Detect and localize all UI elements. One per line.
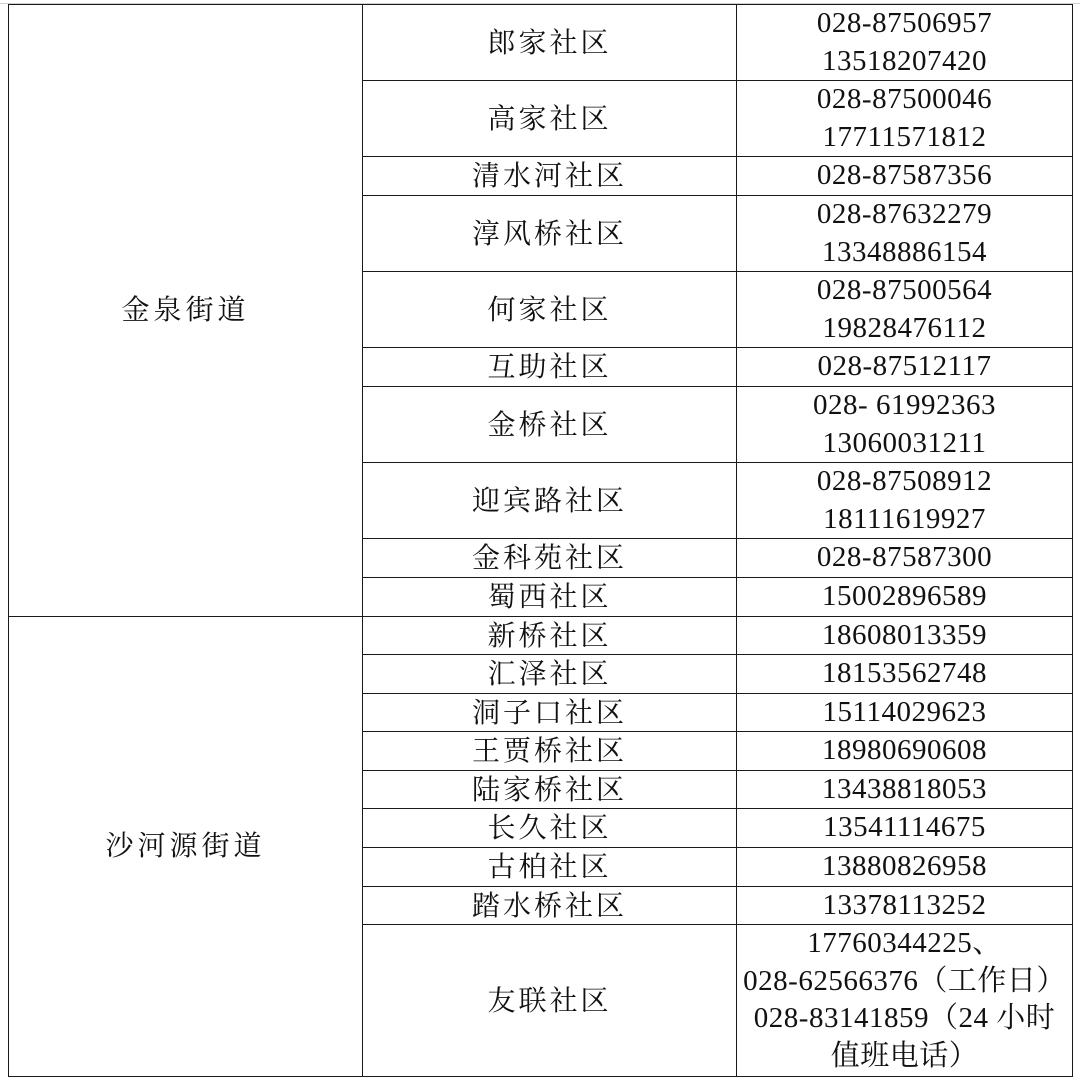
phone-cell — [737, 577, 1073, 616]
phone-cell — [737, 195, 1073, 271]
community-name-cell: 迎宾路社区 — [363, 463, 737, 539]
street-name-cell: 金泉街道 — [9, 5, 363, 617]
phone-cell — [737, 925, 1073, 1076]
phone-cell — [737, 81, 1073, 157]
community-name-cell: 新桥社区 — [363, 616, 737, 655]
community-name-cell: 金科苑社区 — [363, 539, 737, 578]
phone-number: 18608013359 — [822, 618, 987, 651]
phone-cell — [737, 655, 1073, 694]
community-name-cell: 金桥社区 — [363, 386, 737, 462]
phone-number: 13438818053 — [822, 772, 987, 805]
table-row — [9, 5, 1073, 81]
phone-cell — [737, 770, 1073, 809]
phone-cell — [737, 886, 1073, 925]
phone-cell — [737, 272, 1073, 348]
community-name-cell: 淳风桥社区 — [363, 195, 737, 271]
phone-number: 13541114675 — [823, 811, 986, 844]
phone-number: 028-87587300 — [816, 541, 993, 574]
community-name-cell: 何家社区 — [363, 272, 737, 348]
phone-number: 028-87632279 — [816, 197, 993, 230]
community-name-cell: 陆家桥社区 — [363, 770, 737, 809]
phone-number: 15114029623 — [822, 695, 987, 728]
phone-number: 028-87512117 — [817, 350, 992, 383]
phone-cell — [737, 848, 1073, 887]
phone-number: 17711571812 — [822, 120, 987, 153]
community-name-cell: 清水河社区 — [363, 157, 737, 196]
phone-number: 13880826958 — [822, 850, 987, 883]
phone-number: 028-87508912 — [816, 465, 993, 498]
phone-number: 15002896589 — [822, 579, 987, 612]
phone-number: 18980690608 — [822, 734, 987, 767]
phone-number: 值班电话） — [830, 1040, 979, 1073]
phone-number: 17760344225、 — [807, 927, 1002, 960]
table-row — [9, 616, 1073, 655]
phone-number: 19828476112 — [822, 311, 987, 344]
phone-number: 028- 61992363 — [813, 388, 996, 421]
phone-cell — [737, 693, 1073, 732]
phone-cell — [737, 539, 1073, 578]
community-name-cell: 友联社区 — [363, 925, 737, 1076]
phone-number: 13378113252 — [822, 888, 987, 921]
phone-cell — [737, 463, 1073, 539]
community-contact-table — [8, 4, 1073, 1077]
community-name-cell: 踏水桥社区 — [363, 886, 737, 925]
community-name-cell: 王贾桥社区 — [363, 732, 737, 771]
community-name-cell: 郎家社区 — [363, 5, 737, 81]
community-name-cell: 高家社区 — [363, 81, 737, 157]
phone-cell — [737, 348, 1073, 387]
table-body — [9, 5, 1073, 1077]
phone-number: 13518207420 — [822, 44, 987, 77]
community-name-cell: 古柏社区 — [363, 848, 737, 887]
phone-number: 13060031211 — [822, 426, 987, 459]
phone-number: 028-87500046 — [816, 83, 993, 116]
phone-number: 028-83141859（24 小时 — [753, 1002, 1056, 1035]
phone-number: 18153562748 — [822, 657, 987, 690]
street-name-cell: 沙河源街道 — [9, 616, 363, 1076]
community-name-cell: 蜀西社区 — [363, 577, 737, 616]
community-name-cell: 汇泽社区 — [363, 655, 737, 694]
phone-number: 028-87587356 — [816, 159, 993, 192]
community-name-cell: 长久社区 — [363, 809, 737, 848]
phone-number: 18111619927 — [823, 502, 986, 535]
community-name-cell: 互助社区 — [363, 348, 737, 387]
phone-cell — [737, 809, 1073, 848]
phone-cell — [737, 732, 1073, 771]
phone-number: 028-87500564 — [816, 274, 993, 307]
community-name-cell: 洞子口社区 — [363, 693, 737, 732]
phone-number: 13348886154 — [822, 235, 987, 268]
phone-number: 028-87506957 — [816, 7, 993, 39]
phone-cell — [737, 386, 1073, 462]
phone-cell — [737, 157, 1073, 196]
phone-number: 028-62566376（工作日） — [743, 964, 1066, 997]
phone-cell — [737, 616, 1073, 655]
phone-cell — [737, 5, 1073, 81]
